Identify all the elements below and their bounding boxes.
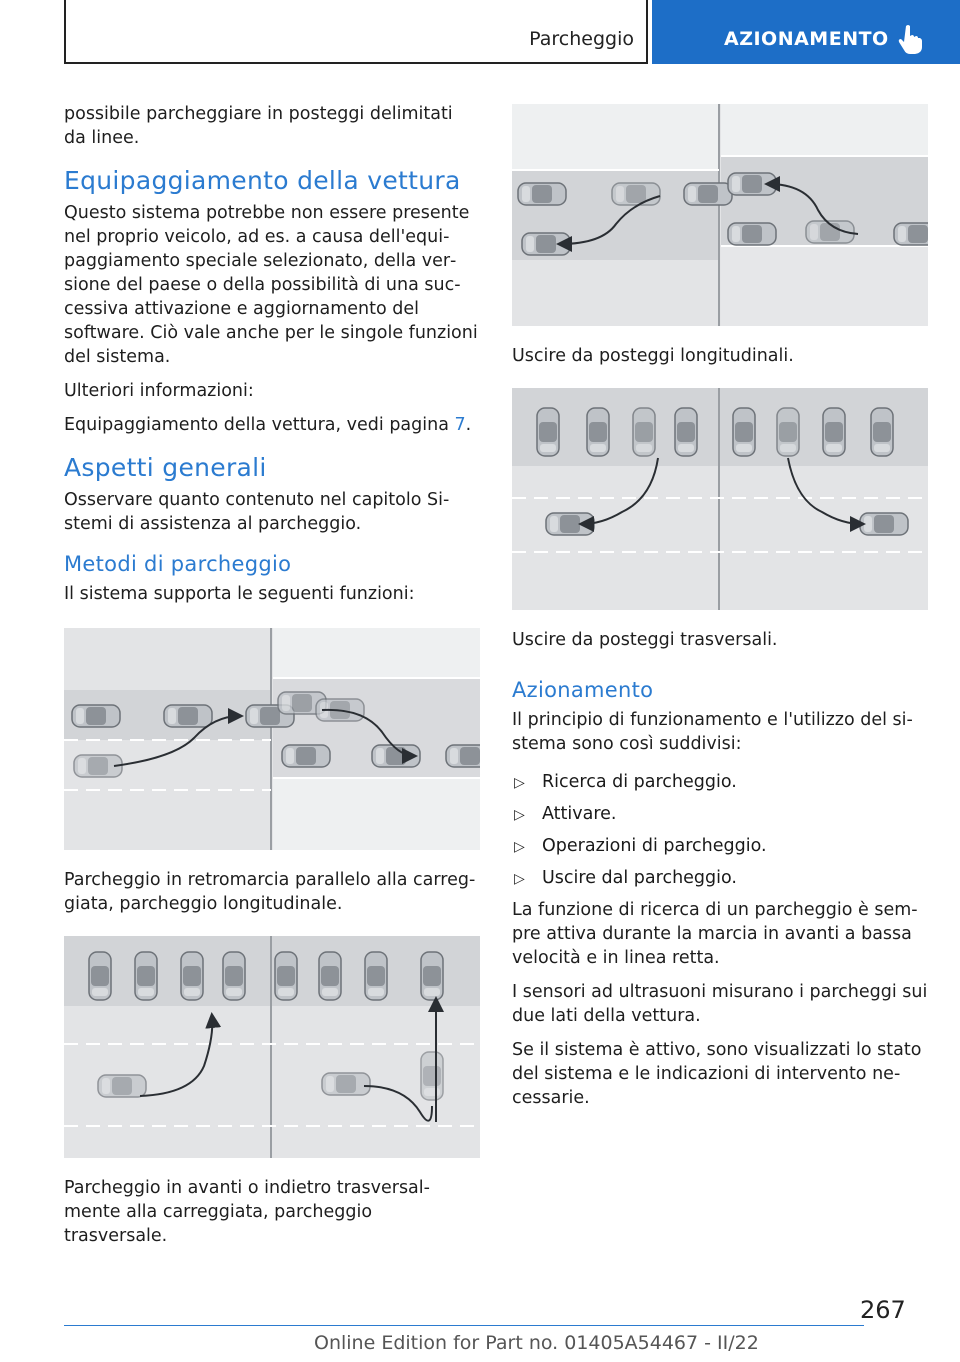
header-section-box <box>64 0 648 64</box>
left-column <box>64 102 480 1268</box>
list-item <box>512 770 928 794</box>
hand-pointer-icon <box>896 24 924 54</box>
list-item <box>512 802 928 826</box>
paragraph-see-page <box>64 413 480 437</box>
heading-methods: Metodi di parcheggio <box>64 552 292 576</box>
heading-equipment: Equipaggiamento della vettura <box>64 166 461 195</box>
paragraph-intro: possibile parcheggiare in posteggi delimitati da linee. <box>64 104 453 148</box>
bullet-text: Operazioni di parcheggio. <box>542 836 767 856</box>
caption-exit-perpendicular: Uscire da posteggi trasversali. <box>512 630 778 650</box>
triangle-bullet-icon: ▷ <box>514 839 525 855</box>
right-column <box>512 104 928 1120</box>
caption-exit-parallel: Uscire da posteggi longitudinali. <box>512 346 794 366</box>
list-item <box>512 866 928 890</box>
paragraph-search-function: La funzione di ricerca di un parcheggio è sempre attiva durante la marcia in avanti a bassa velocità e in linea retta. <box>512 900 918 968</box>
figure-parallel-parking <box>64 628 480 850</box>
footer-divider <box>64 1325 864 1326</box>
list-item <box>512 834 928 858</box>
caption-parallel-parking: Parcheggio in retromarcia parallelo alla carreggiata, parcheggio longitudinale. <box>64 870 476 914</box>
figure-exit-perpendicular <box>512 388 928 610</box>
paragraph-more-info: Ulteriori informazioni: <box>64 381 254 401</box>
page-link[interactable]: 7 <box>454 415 466 435</box>
page-number: 267 <box>860 1296 906 1324</box>
header-chapter-title: AZIONAMENTO <box>724 28 889 50</box>
figure-exit-parallel <box>512 104 928 326</box>
header-chapter-box <box>652 0 960 64</box>
triangle-bullet-icon: ▷ <box>514 775 525 791</box>
bullet-text: Ricerca di parcheggio. <box>542 772 737 792</box>
paragraph-operation: Il principio di funzionamento e l'utilizzo del sistema sono così suddivisi: <box>512 710 913 754</box>
see-page-text: Equipaggiamento della vettura, vedi pagina <box>64 415 455 435</box>
paragraph-equipment: Questo sistema potrebbe non essere presente nel proprio veicolo, ad es. a causa dell'equipaggiamento speciale selezionato, della versione del paese o della possibilità di una successiva attivazione e aggiornamento del software. Ciò vale anche per le singole funzioni del sistema. <box>64 203 478 367</box>
paragraph-methods: Il sistema supporta le seguenti funzioni: <box>64 584 415 604</box>
paragraph-general: Osservare quanto contenuto nel capitolo Sistemi di assistenza al parcheggio. <box>64 490 450 534</box>
bullet-text: Attivare. <box>542 804 617 824</box>
triangle-bullet-icon: ▷ <box>514 871 525 887</box>
header-section-title: Parcheggio <box>529 28 634 50</box>
see-page-end: . <box>465 415 472 435</box>
footer-edition: Online Edition for Part no. 01405A54467 - II/22 <box>314 1332 759 1354</box>
heading-general: Aspetti generali <box>64 453 267 482</box>
bullet-text: Uscire dal parcheggio. <box>542 868 737 888</box>
paragraph-system-active: Se il sistema è attivo, sono visualizzati lo stato del sistema e le indicazioni di intervento necessarie. <box>512 1040 922 1108</box>
paragraph-sensors: I sensori ad ultrasuoni misurano i parcheggi sui due lati della vettura. <box>512 982 928 1026</box>
figure-perpendicular-parking <box>64 936 480 1158</box>
triangle-bullet-icon: ▷ <box>514 807 525 823</box>
caption-perpendicular-parking: Parcheggio in avanti o indietro trasversalmente alla carreggiata, parcheggio trasversale. <box>64 1178 430 1246</box>
heading-operation: Azionamento <box>512 678 654 702</box>
